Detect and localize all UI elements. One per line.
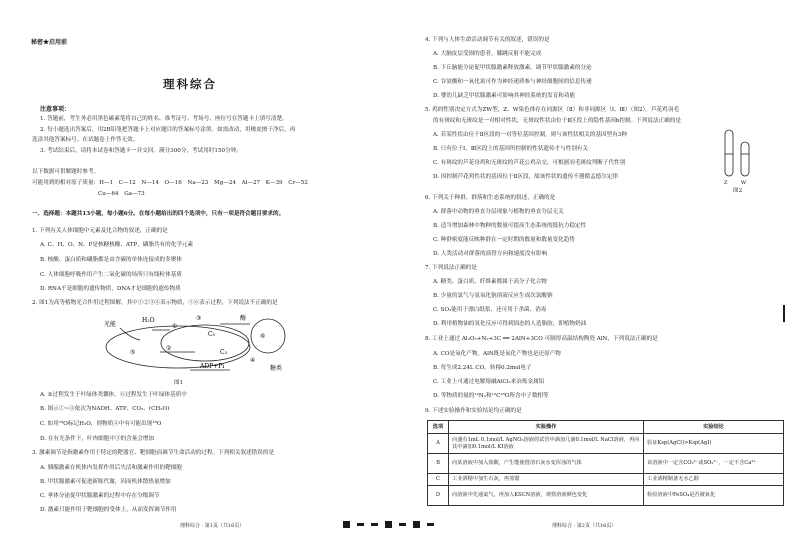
separator-mark [385, 521, 392, 528]
table-header-operation: 实验操作 [449, 421, 644, 434]
q4-option-d: D. 婴幼儿缺乏甲状腺激素可影响其神经系统的发育和功能 [433, 93, 576, 99]
q3-option-d: D. 激素只能作用于靶细胞的受体上，从而发挥调节作用 [40, 507, 177, 513]
info-line-1: 以下数据可供解题时参考。 [32, 169, 100, 175]
q1-option-d: D. RNA不是细胞的遗传物质，DNA才是细胞的遗传物质 [40, 286, 181, 292]
table-header-row [428, 421, 784, 434]
table-row [428, 474, 784, 486]
chromosome-diagram [719, 128, 759, 188]
separator-mark [357, 523, 364, 526]
table-cell-operation: 向某溶液中加入盐酸，产生能使澄清石灰水变浑浊的气体 [449, 454, 644, 474]
q2-figure-label: 图1 [174, 380, 184, 386]
q6-option-a: A. 群落中动物的垂直分层现象与植物的垂直分层无关 [433, 209, 564, 215]
diagram-adp-label: ADP+Pi [200, 363, 225, 370]
q3-stem: 3. 激素调节是指激素作用于特定的靶器官、靶细胞而调节生命活动的过程。下列相关叙述错误的是 [32, 450, 275, 456]
q3-option-c: C. 垂体分泌促甲状腺激素的过程中存在分级调节 [40, 493, 160, 499]
q4-option-b: B. 下丘脑能分泌促甲状腺激素释放激素，调节甲状腺激素的分泌 [433, 65, 592, 71]
q2-option-c: C. 如用¹⁸O标记H₂O，则物质④中有可能出现¹⁸O [40, 421, 162, 427]
info-line-2: 可能用到的相对原子质量：H—1 C—12 N—14 O—16 Na—23 Mg—24 Al—27 K—39 Cr—52 [32, 180, 308, 186]
table-cell-conclusion: 检验溶液中FeSO₄是否被氧化 [644, 486, 784, 506]
q7-option-a: A. 糖类、蛋白质、纤维素都属于高分子化合物 [433, 279, 547, 285]
q6-stem: 6. 下列关于种群、群落和生态系统的叙述，正确的是 [425, 195, 556, 201]
table-cell-conclusion: 该溶液中一定含CO₃²⁻或SO₃²⁻，一定不含Ca²⁺ [644, 454, 784, 474]
q5-stem: 5. 鸡的性别决定方式为ZW型，Z、W染色体存在同源区（Ⅱ）和非同源区（Ⅰ、Ⅲ）（图2）。芦花鸡羽毛 [425, 107, 679, 113]
page-edge-mark [783, 305, 785, 322]
table-cell-operation: 向溶液中先通氯气，再加入KSCN溶液，观察溶液颜色变化 [449, 486, 644, 506]
separator-mark [343, 521, 350, 528]
q4-option-a: A. 大脑皮层受损的患者，膝跳反射不能完成 [433, 51, 542, 57]
diagram-c6-label: ⑥ [260, 333, 266, 340]
paper-title: 理科综合 [163, 77, 217, 91]
q5-figure-label: 图2 [733, 188, 743, 194]
diagram-h2o-label: H₂O [142, 317, 155, 324]
table-header-option: 选项 [428, 421, 449, 434]
table-cell-option: C [428, 474, 449, 486]
q7-stem: 7. 下列说法正确的是 [425, 265, 477, 271]
table-cell-conclusion: 工业酒精制备无水乙醇 [644, 474, 784, 486]
diagram-c2-label: ② [166, 345, 172, 352]
q6-option-c: C. 种群密度能反映种群在一定时期的数量和数量变化趋势 [433, 237, 575, 243]
footer-right: 理科综合 · 第2页（共16页） [552, 523, 617, 529]
diagram-enzyme-label: 酶 [240, 315, 247, 322]
chromosome-w-label: W [741, 180, 747, 186]
photosynthesis-diagram [100, 310, 300, 382]
q7-option-d: D. 利用植物油的氢化反应可得到固态的人造脂肪，即植物奶油 [433, 321, 587, 327]
q7-option-b: B. 少量的氯气与氢氧化钠溶液反应生成次氯酸钠 [433, 293, 553, 299]
diagram-sugar-label: 糖类 [270, 365, 283, 372]
notice-line-3: 选涂其他答案标号。在试题卷上作答无效。 [32, 137, 139, 143]
diagram-c5mol-label: C₅ [208, 331, 215, 338]
q5-option-b: B. 只有位于Ⅰ、Ⅲ区段上的基因所控制的性状遗传才与性别有关 [433, 146, 589, 152]
table-row [428, 434, 784, 454]
diagram-c4-label: ④ [250, 357, 256, 364]
diagram-light-label: 光能 [104, 321, 117, 328]
table-cell-operation: 向盛有1mL 0.1mol/L AgNO₃溶液的试管中滴加几滴0.1mol/L NaCl溶液，再向其中滴加0.1mol/L KI溶液 [449, 434, 644, 454]
q8-option-b: B. 每生成2.24L CO，转移0.2mol电子 [433, 365, 532, 371]
table-header-conclusion: 实验结论 [644, 421, 784, 434]
q3-option-b: B. 甲状腺激素可促进新陈代谢，因而机体散热量增加 [40, 479, 171, 485]
q4-option-c: C. 谷氨酸和一氧化氮可作为神经递质参与神经细胞间的信息传递 [433, 79, 592, 85]
q8-option-d: D. 等物质的量的¹⁴N₂和¹²C¹⁸O所含中子数相等 [433, 393, 549, 399]
table-row [428, 486, 784, 506]
secret-label: 秘密★启用前 [31, 39, 68, 46]
table-cell-conclusion: 验证Ksp(AgCl)>Ksp(AgI) [644, 434, 784, 454]
q5-stem-2: 的有斑纹和无斑纹是一对相对性状，无斑纹性状由位于Ⅱ区段上的隐性基因b控制。下列说法正确的是 [433, 118, 681, 124]
q9-experiment-table [427, 420, 784, 506]
q5-option-c: C. 有斑纹的芦花母鸡和无斑纹的芦花公鸡杂交，可根据羽毛斑纹判断子代性别 [433, 160, 626, 166]
q7-option-c: C. SO₂能用于漂白纸浆、还可用于杀菌、消毒 [433, 307, 547, 313]
notice-line-1: 1. 答题前，考生务必用黑色碳素笔将自己的姓名、准考证号、考场号、座位号在答题卡上填写清楚。 [40, 116, 288, 122]
diagram-c5-label: ⑤ [130, 349, 136, 356]
q2-option-b: B. 图示①~④依次为NADH、ATP、CO₂、(CH₂O) [40, 406, 170, 412]
notice-title: 注意事项： [40, 106, 71, 113]
table-cell-option: A [428, 434, 449, 454]
q5-option-a: A. 若某性状由位于Ⅱ区段的一对等位基因控制，则与该性状相关的基因型有3种 [433, 132, 627, 138]
q2-stem: 2. 图1为高等植物光合作用过程图解，其中①②③④表示物质，⑤⑥表示过程，下列说法不正确的是 [32, 300, 278, 306]
q6-option-b: B. 适当增加森林中物种的数量可提高生态系统的抵抗力稳定性 [433, 223, 587, 229]
diagram-c1-label: ① [172, 323, 178, 330]
table-cell-option: B [428, 454, 449, 474]
q4-stem: 4. 下列与人体生命活动调节有关的叙述，错误的是 [425, 37, 550, 43]
q1-option-c: C. 人体细胞呼吸作用产生二氧化碳的场所只有线粒体基质 [40, 272, 182, 278]
table-cell-option: D [428, 486, 449, 506]
info-line-3: Cu—64 Ga—73 [98, 191, 145, 197]
section1-heading: 一、选择题：本题共13小题，每小题6分。在每小题给出的四个选项中，只有一项是符合题目要求的。 [32, 211, 285, 217]
q1-stem: 1. 下列有关人体细胞中元素及化合物的叙述，正确的是 [32, 228, 168, 234]
q1-option-b: B. 核酸、蛋白质和磷脂都是由含碳的单体连接成的多聚体 [40, 257, 182, 263]
chromosome-z-label: Z [724, 180, 728, 186]
footer-left: 理科综合 · 第1页（共16页） [180, 523, 245, 529]
notice-line-4: 3. 考试结束后，请将本试卷和答题卡一并交回。满分300分，考试用时150分钟。 [40, 148, 242, 154]
q9-stem: 9. 下述实验操作和实验结论均正确的是 [425, 408, 522, 414]
q8-option-c: C. 工业上可通过电解熔融AlCl₃来冶炼金属铝 [433, 379, 545, 385]
q1-option-a: A. C、H、O、N、P是核糖核酸、ATP、磷脂共有的化学元素 [40, 242, 194, 248]
q5-option-d: D. 因控制芦花鸡性状的基因位于Ⅱ区段，故该性状的遗传不遵循孟德尔定律 [433, 174, 619, 180]
q8-stem: 8. 工业上通过 Al₂O₃+N₂+3C ══ 2AlN+3CO 可制得高温结构陶瓷 AlN，下列说法正确的是 [425, 336, 658, 342]
q2-option-a: A. ⑤过程发生于叶绿体类囊体，⑥过程发生于叶绿体基质中 [40, 392, 187, 398]
q2-option-d: D. 在有光条件下，叶肉细胞中③的含量会增加 [40, 436, 155, 442]
diagram-c3mol-label: C₃ [220, 349, 227, 356]
diagram-c3-label: ③ [196, 315, 202, 322]
table-cell-operation: 工业酒精中加生石灰，再蒸馏 [449, 474, 644, 486]
notice-line-2: 2. 每小题选出答案后，用2B铅笔把答题卡上对应题目的答案标号涂黑。如需改动，用橡皮擦干净后，再 [40, 127, 296, 133]
separator-mark [371, 523, 378, 526]
q3-option-a: A. 胰腺激素在机体内发挥作用后失活和激素作用的靶细胞 [40, 465, 182, 471]
q6-option-d: D. 人类活动对群落的演替方向和速度没有影响 [433, 251, 548, 257]
q8-option-a: A. CO是氧化产物，AlN既是氧化产物也是还原产物 [433, 351, 561, 357]
table-row [428, 454, 784, 474]
